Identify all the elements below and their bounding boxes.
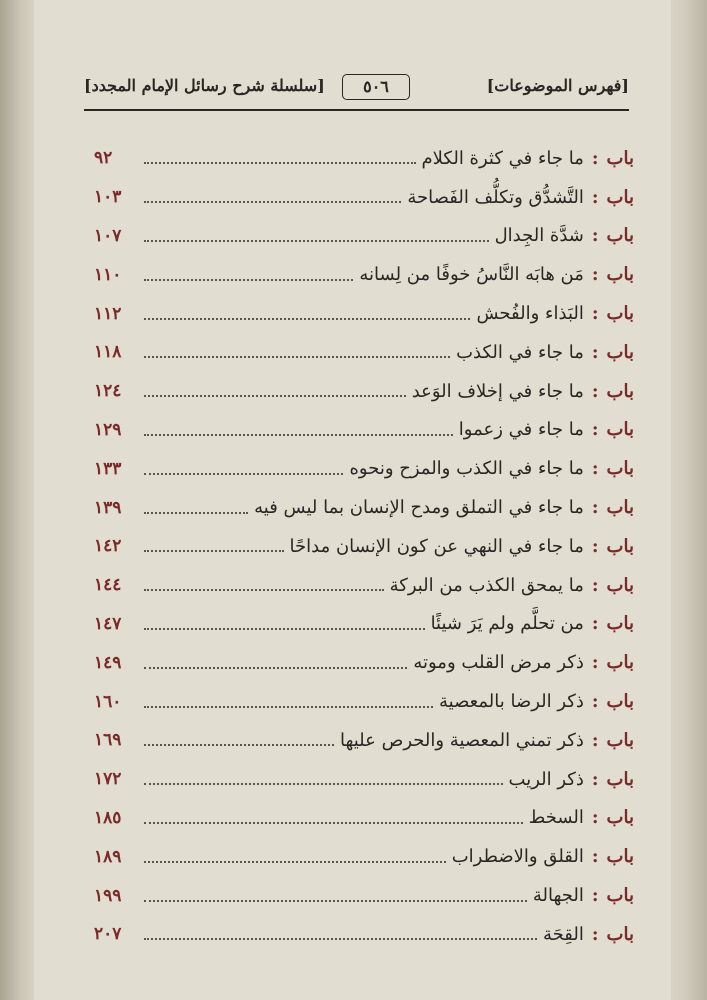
toc-entry-title: ما جاء في كثرة الكلام xyxy=(421,147,584,169)
toc-entry-title: السخط xyxy=(528,807,584,829)
toc-entry-label: باب xyxy=(606,574,634,596)
toc-entry-colon: : xyxy=(591,574,599,596)
toc-entry xyxy=(94,488,634,527)
toc-entry-title: البَذاء والفُحش xyxy=(476,303,584,325)
toc-entry-page: ١١٢ xyxy=(94,303,122,324)
toc-entry xyxy=(94,566,634,605)
toc-entry-title: التَّشدُّق وتكلُّف الفَصاحة xyxy=(407,186,584,208)
toc-leader-dots xyxy=(144,938,537,940)
header-rule xyxy=(84,109,629,111)
toc-entry-label: باب xyxy=(606,846,634,868)
toc-entry-title: ما جاء في إخلاف الوَعد xyxy=(411,380,584,402)
toc-entry-page: ١٦٩ xyxy=(94,730,122,751)
toc-entry-page: ١٤٧ xyxy=(94,613,122,634)
toc-entry-colon: : xyxy=(591,846,599,868)
toc-entry-page: ١٦٠ xyxy=(94,691,122,712)
toc-entry-title: من تحلَّم ولم يَرَ شيئًا xyxy=(430,613,584,635)
toc-entry xyxy=(94,837,634,876)
toc-entry-title: شدَّة الجِدال xyxy=(494,225,584,247)
toc-entry xyxy=(94,333,634,372)
toc-entry-label: باب xyxy=(606,225,634,247)
section-title: [فهرس الموضوعات] xyxy=(486,76,629,95)
toc-entry-colon: : xyxy=(591,380,599,402)
toc-entry-colon: : xyxy=(591,768,599,790)
toc-entry-title: القلق والاضطراب xyxy=(451,846,584,868)
toc-entry-page: ١٩٩ xyxy=(94,885,122,906)
toc-leader-dots xyxy=(144,744,334,746)
toc-leader-dots xyxy=(144,589,384,591)
toc-entry-label: باب xyxy=(606,535,634,557)
toc-leader-dots xyxy=(144,318,470,320)
toc-entry xyxy=(94,876,634,915)
toc-leader-dots xyxy=(144,356,450,358)
toc-entry-page: ١٨٥ xyxy=(94,807,122,828)
toc-entry-page: ١٠٧ xyxy=(94,225,122,246)
toc-entry-label: باب xyxy=(606,380,634,402)
toc-entry-colon: : xyxy=(591,497,599,519)
toc-entry xyxy=(94,760,634,799)
toc-entry xyxy=(94,643,634,682)
toc-entry-colon: : xyxy=(591,535,599,557)
toc-leader-dots xyxy=(144,201,401,203)
toc-entry-label: باب xyxy=(606,497,634,519)
toc-entry-colon: : xyxy=(591,419,599,441)
toc-entry-label: باب xyxy=(606,419,634,441)
toc-leader-dots xyxy=(144,822,523,824)
toc-entry-colon: : xyxy=(591,885,599,907)
toc-leader-dots xyxy=(144,473,343,475)
toc-leader-dots xyxy=(144,900,527,902)
toc-entry-title: ما يمحق الكذب من البركة xyxy=(389,574,584,596)
toc-entry-colon: : xyxy=(591,458,599,480)
toc-entry-colon: : xyxy=(591,923,599,945)
toc-entry xyxy=(94,799,634,838)
toc-entry-title: ما جاء في الكذب xyxy=(456,341,584,363)
toc-entry-page: ١٢٤ xyxy=(94,381,122,402)
toc-leader-dots xyxy=(144,861,446,863)
toc-entry-colon: : xyxy=(591,303,599,325)
page-edge-shadow xyxy=(671,0,707,1000)
toc-entry-page: ١٣٩ xyxy=(94,497,122,518)
toc-entry-label: باب xyxy=(606,341,634,363)
toc-entry-colon: : xyxy=(591,613,599,635)
toc-entry-title: الجهالة xyxy=(532,885,584,907)
toc-entry-page: ١٣٣ xyxy=(94,458,122,479)
page-number: ٥٠٦ xyxy=(342,74,410,100)
toc-entry-page: ١٤٤ xyxy=(94,575,122,596)
toc-entry-colon: : xyxy=(591,652,599,674)
toc-entry-page: ٩٢ xyxy=(94,148,113,169)
toc-entry-title: ذكر تمني المعصية والحرص عليها xyxy=(339,729,584,751)
toc-entry-label: باب xyxy=(606,807,634,829)
toc-entry-colon: : xyxy=(591,729,599,751)
toc-entry xyxy=(94,372,634,411)
toc-entry-page: ١٤٩ xyxy=(94,652,122,673)
toc-leader-dots xyxy=(144,279,353,281)
toc-leader-dots xyxy=(144,550,284,552)
page-gutter-shadow xyxy=(0,0,34,1000)
toc-entry-title: ما جاء في الكذب والمزح ونحوه xyxy=(349,458,584,480)
toc-entry-page: ١٢٩ xyxy=(94,419,122,440)
toc-entry-label: باب xyxy=(606,923,634,945)
toc-entry-colon: : xyxy=(591,691,599,713)
toc-entry-colon: : xyxy=(591,186,599,208)
toc-entry-page: ١١٠ xyxy=(94,264,122,285)
toc-entry-colon: : xyxy=(591,264,599,286)
toc-leader-dots xyxy=(144,162,416,164)
toc-entry-colon: : xyxy=(591,807,599,829)
toc-entry xyxy=(94,449,634,488)
toc-entry-label: باب xyxy=(606,729,634,751)
toc-entry-label: باب xyxy=(606,147,634,169)
toc-entry-title: ذكر مرض القلب وموته xyxy=(413,652,584,674)
toc-entry-label: باب xyxy=(606,885,634,907)
toc-entry-page: ٢٠٧ xyxy=(94,924,122,945)
toc-leader-dots xyxy=(144,667,407,669)
toc-entry xyxy=(94,178,634,217)
toc-entry-label: باب xyxy=(606,652,634,674)
toc-entry-label: باب xyxy=(606,264,634,286)
toc-entry-label: باب xyxy=(606,691,634,713)
book-page xyxy=(34,0,671,1000)
toc-entry xyxy=(94,255,634,294)
toc-entry xyxy=(94,411,634,450)
toc-entry xyxy=(94,721,634,760)
toc-entry xyxy=(94,139,634,178)
toc-entry-colon: : xyxy=(591,225,599,247)
toc-entry xyxy=(94,915,634,954)
toc-entry-label: باب xyxy=(606,303,634,325)
table-of-contents xyxy=(94,139,634,954)
toc-leader-dots xyxy=(144,512,248,514)
toc-entry-page: ١١٨ xyxy=(94,342,122,363)
toc-entry-colon: : xyxy=(591,147,599,169)
running-header xyxy=(84,74,629,104)
toc-leader-dots xyxy=(144,783,503,785)
toc-entry-title: مَن هابَه النَّاسُ خوفًا من لِسانه xyxy=(359,264,584,286)
toc-leader-dots xyxy=(144,706,433,708)
toc-entry-label: باب xyxy=(606,458,634,480)
toc-entry-page: ١٧٢ xyxy=(94,769,122,790)
toc-entry xyxy=(94,294,634,333)
series-title: [سلسلة شرح رسائل الإمام المجدد] xyxy=(84,76,325,95)
toc-entry-title: ما جاء في زعموا xyxy=(458,419,584,441)
toc-entry-label: باب xyxy=(606,613,634,635)
toc-leader-dots xyxy=(144,628,425,630)
toc-entry-page: ١٠٣ xyxy=(94,187,122,208)
toc-entry-page: ١٤٢ xyxy=(94,536,122,557)
toc-entry xyxy=(94,605,634,644)
toc-entry xyxy=(94,527,634,566)
toc-entry-title: ما جاء في التملق ومدح الإنسان بما ليس فيه xyxy=(254,497,584,519)
toc-entry-colon: : xyxy=(591,341,599,363)
toc-entry-label: باب xyxy=(606,186,634,208)
toc-entry xyxy=(94,682,634,721)
toc-leader-dots xyxy=(144,434,453,436)
toc-leader-dots xyxy=(144,240,489,242)
toc-entry-title: ذكر الريب xyxy=(508,768,584,790)
toc-entry xyxy=(94,217,634,256)
toc-leader-dots xyxy=(144,395,406,397)
toc-entry-title: القِحَة xyxy=(543,923,584,945)
toc-entry-title: ذكر الرضا بالمعصية xyxy=(438,691,584,713)
toc-entry-page: ١٨٩ xyxy=(94,846,122,867)
toc-entry-title: ما جاء في النهي عن كون الإنسان مداحًا xyxy=(289,535,584,557)
toc-entry-label: باب xyxy=(606,768,634,790)
